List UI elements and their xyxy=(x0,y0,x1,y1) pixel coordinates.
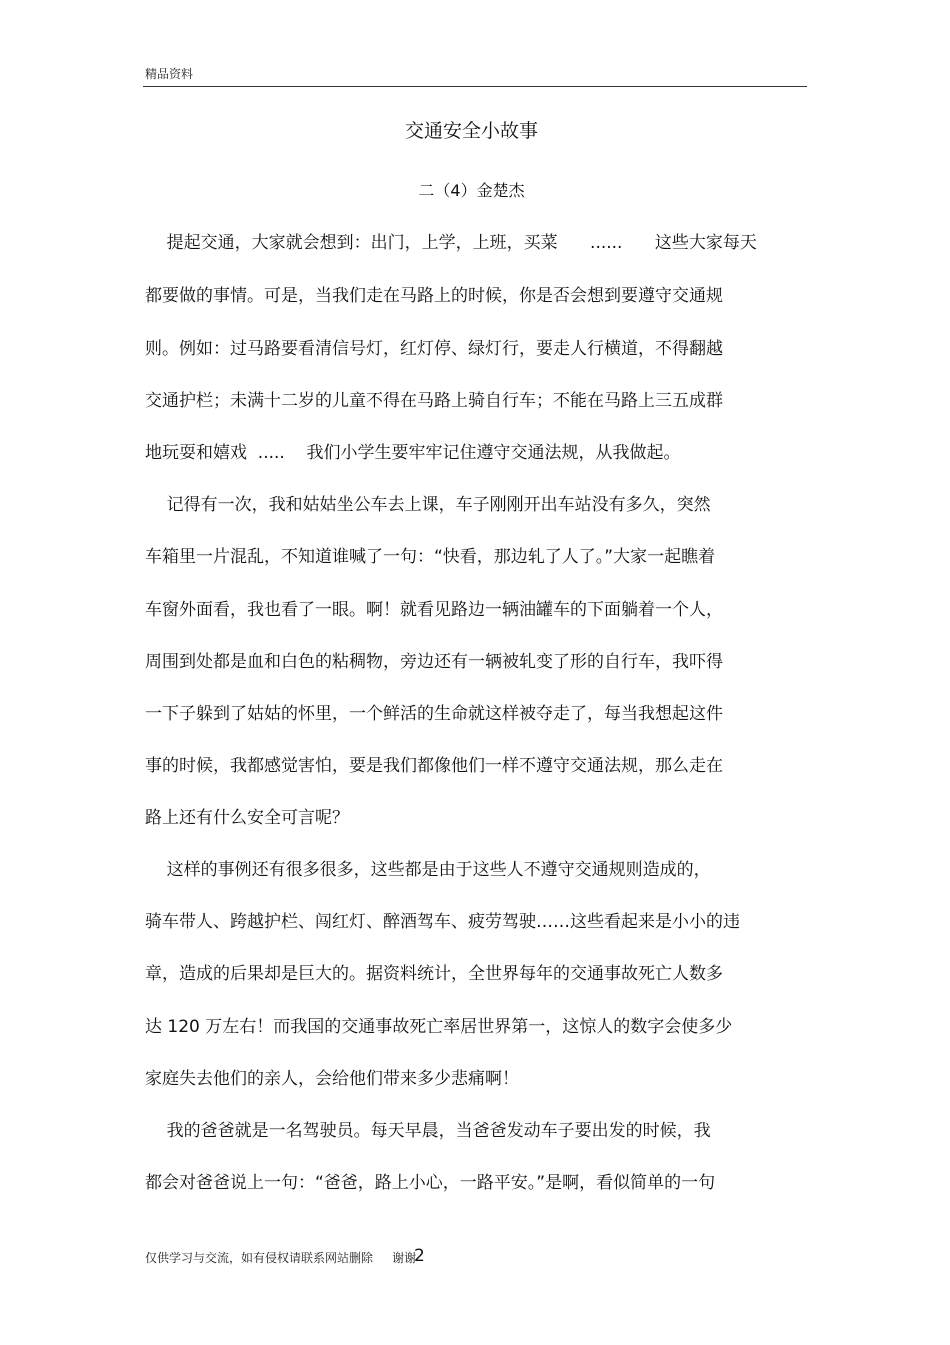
body-line: 章，造成的后果却是巨大的。据资料统计，全世界每年的交通事故死亡人数多 xyxy=(145,964,723,984)
body-line: 这样的事例还有很多很多，这些都是由于这些人不遵守交通规则造成的， xyxy=(145,860,711,880)
body-line: 达 120 万左右！而我国的交通事故死亡率居世界第一，这惊人的数字会使多少 xyxy=(145,1017,733,1037)
header-divider xyxy=(143,86,807,87)
body-line: 车窗外面看，我也看了一眼。啊！就看见路边一辆油罐车的下面躺着一个人， xyxy=(145,600,723,620)
body-line: 一下子躲到了姑姑的怀里，一个鲜活的生命就这样被夺走了，每当我想起这件 xyxy=(145,704,723,724)
body-line: 都会对爸爸说上一句：“爸爸，路上小心，一路平安。”是啊，看似简单的一句 xyxy=(145,1173,716,1193)
body-line: 车箱里一片混乱，不知道谁喊了一句：“快看，那边轧了人了。”大家一起瞧着 xyxy=(145,547,716,567)
document-title: 交通安全小故事 xyxy=(404,120,538,142)
footer-note: 仅供学习与交流，如有侵权请联系网站删除 谢谢 xyxy=(145,1251,417,1265)
body-line: 则。例如：过马路要看清信号灯，红灯停、绿灯行，要走人行横道，不得翻越 xyxy=(145,339,723,359)
document-author: 二（4）金楚杰 xyxy=(418,181,525,200)
body-line: 事的时候，我都感觉害怕，要是我们都像他们一样不遵守交通法规，那么走在 xyxy=(145,756,723,776)
body-line: 记得有一次，我和姑姑坐公车去上课，车子刚刚开出车站没有多久，突然 xyxy=(145,495,711,515)
body-line: 都要做的事情。可是，当我们走在马路上的时候，你是否会想到要遵守交通规 xyxy=(145,286,723,306)
body-line: 地玩耍和嬉戏 ..... 我们小学生要牢牢记住遵守交通法规，从我做起。 xyxy=(145,443,681,463)
page-number: 2 xyxy=(414,1246,425,1266)
body-line: 周围到处都是血和白色的粘稠物，旁边还有一辆被轧变了形的自行车，我吓得 xyxy=(145,652,723,672)
body-line: 我的爸爸就是一名驾驶员。每天早晨，当爸爸发动车子要出发的时候，我 xyxy=(145,1121,711,1141)
body-line: 提起交通，大家就会想到：出门，上学，上班，买菜 ...... 这些大家每天 xyxy=(145,233,757,253)
body-line: 交通护栏；未满十二岁的儿童不得在马路上骑自行车；不能在马路上三五成群 xyxy=(145,391,723,411)
header-label: 精品资料 xyxy=(145,67,194,81)
body-line: 骑车带人、跨越护栏、闯红灯、醉酒驾车、疲劳驾驶……这些看起来是小小的违 xyxy=(145,912,740,932)
body-line: 路上还有什么安全可言呢？ xyxy=(145,808,349,828)
body-line: 家庭失去他们的亲人，会给他们带来多少悲痛啊！ xyxy=(145,1069,519,1089)
